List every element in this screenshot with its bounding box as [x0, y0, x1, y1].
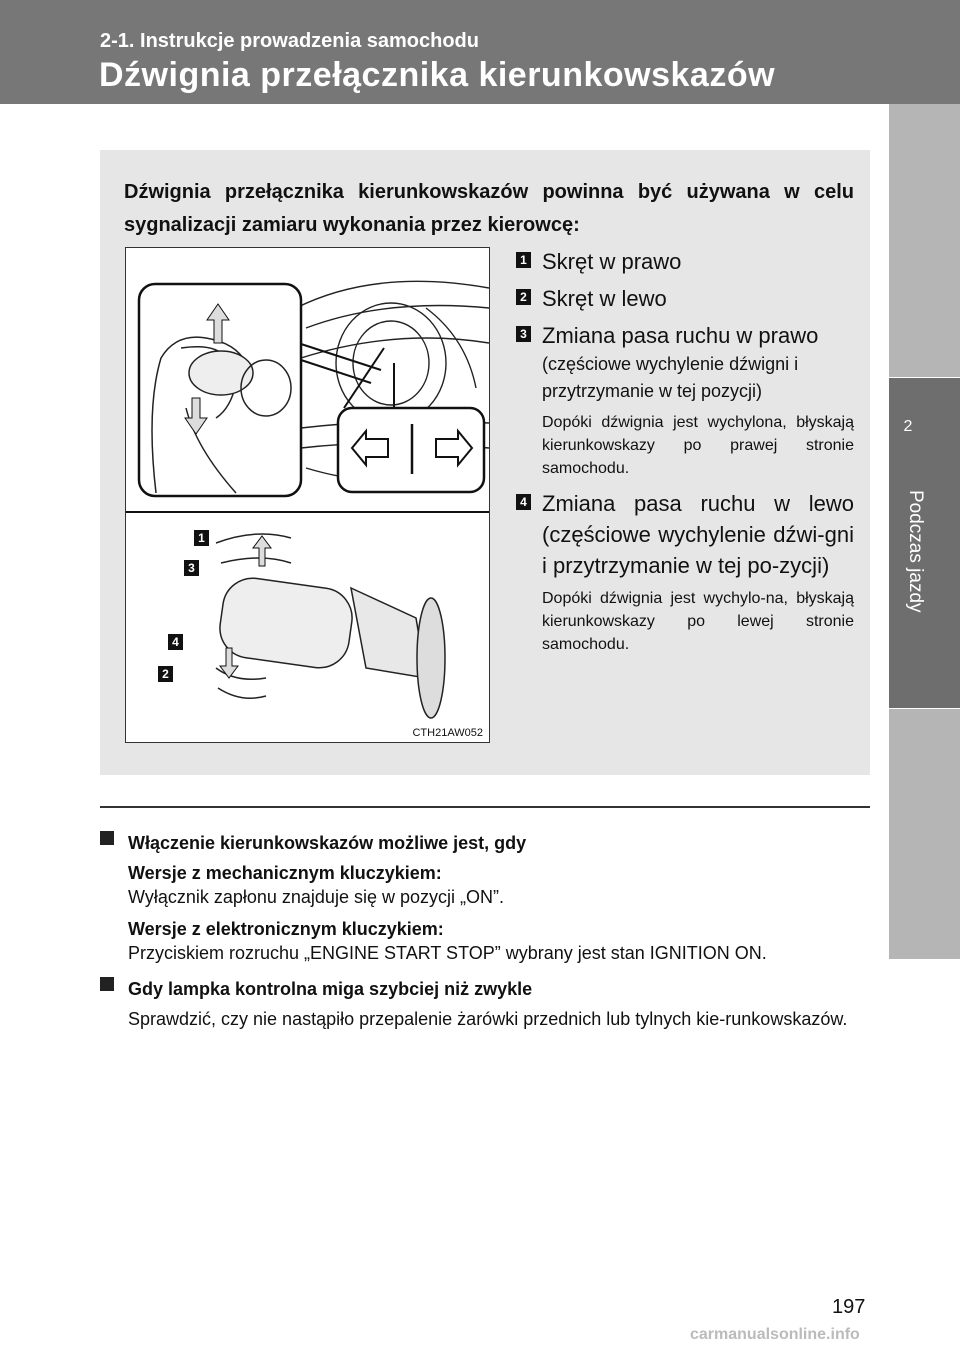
figure-callout-badges	[158, 530, 209, 682]
note-heading: Gdy lampka kontrolna miga szybciej niż zwykle	[128, 979, 533, 999]
chapter-tab-inactive	[889, 709, 960, 959]
square-bullet-icon	[100, 977, 114, 991]
chapter-tab-inactive	[889, 104, 960, 377]
watermark: carmanualsonline.info	[690, 1326, 860, 1343]
chapter-number: 2	[903, 418, 913, 435]
note-block	[100, 976, 860, 1030]
figure-code: CTH21AW052	[412, 727, 483, 739]
item-title: Skręt w prawo	[542, 249, 682, 274]
figure-callout-number: 4	[172, 635, 179, 649]
lever-detail	[216, 534, 445, 718]
list-item	[516, 488, 854, 656]
section-divider	[100, 806, 870, 808]
note-subheading: Wersje z elektronicznym kluczykiem:	[128, 919, 444, 939]
item-title: Zmiana pasa ruchu w lewo (częściowe wychylenie dźwi-gni i przytrzymanie w tej po-zycji)	[542, 491, 854, 578]
turn-signal-illustration	[126, 248, 489, 742]
list-item	[516, 320, 854, 480]
item-note: Dopóki dźwignia jest wychylona, błyskają kierunkowskazy po prawej stronie samochodu.	[542, 414, 854, 477]
note-heading: Włączenie kierunkowskazów możliwe jest, gdy	[128, 833, 527, 853]
note-block	[100, 830, 860, 964]
figure-callout-number: 1	[198, 531, 205, 545]
square-bullet-icon	[100, 831, 114, 845]
list-item	[516, 246, 854, 277]
intro-text: Dźwignia przełącznika kierunkowskazów powinna być używana w celu sygnalizacji zamiaru wykonania przez kierowcę:	[124, 181, 854, 236]
item-title: Skręt w lewo	[542, 286, 667, 311]
number-badge: 1	[516, 252, 531, 268]
note-subheading: Wersje z mechanicznym kluczykiem:	[128, 863, 442, 883]
number-badge: 2	[516, 289, 531, 305]
item-note: Dopóki dźwignia jest wychylo-na, błyskają kierunkowskazy po lewej stronie samochodu.	[542, 590, 854, 653]
note-text: Przyciskiem rozruchu „ENGINE START STOP” wybrany jest stan IGNITION ON.	[128, 943, 767, 963]
list-item	[516, 283, 854, 314]
item-title: Zmiana pasa ruchu w prawo	[542, 323, 819, 348]
note-text: Sprawdzić, czy nie nastąpiło przepalenie żarówki przednich lub tylnych kie-runkowskazów.	[128, 1009, 848, 1029]
signal-positions-list	[516, 246, 854, 656]
page-title: Dźwignia przełącznika kierunkowskazów	[99, 56, 776, 94]
figure-callout-number: 2	[162, 667, 169, 681]
notes-section	[100, 830, 860, 1030]
item-subtitle: (częściowe wychylenie dźwigni i przytrzymanie w tej pozycji)	[542, 354, 799, 401]
chapter-title: Podczas jazdy	[905, 490, 926, 613]
section-label: 2-1. Instrukcje prowadzenia samochodu	[100, 30, 479, 52]
note-text: Wyłącznik zapłonu znajduje się w pozycji „ON”.	[128, 887, 504, 907]
page-number: 197	[832, 1296, 866, 1318]
number-badge: 4	[516, 494, 531, 510]
number-badge: 3	[516, 326, 531, 342]
figure-callout-number: 3	[188, 561, 195, 575]
page-header	[0, 0, 960, 104]
turn-signal-figure	[125, 247, 490, 743]
